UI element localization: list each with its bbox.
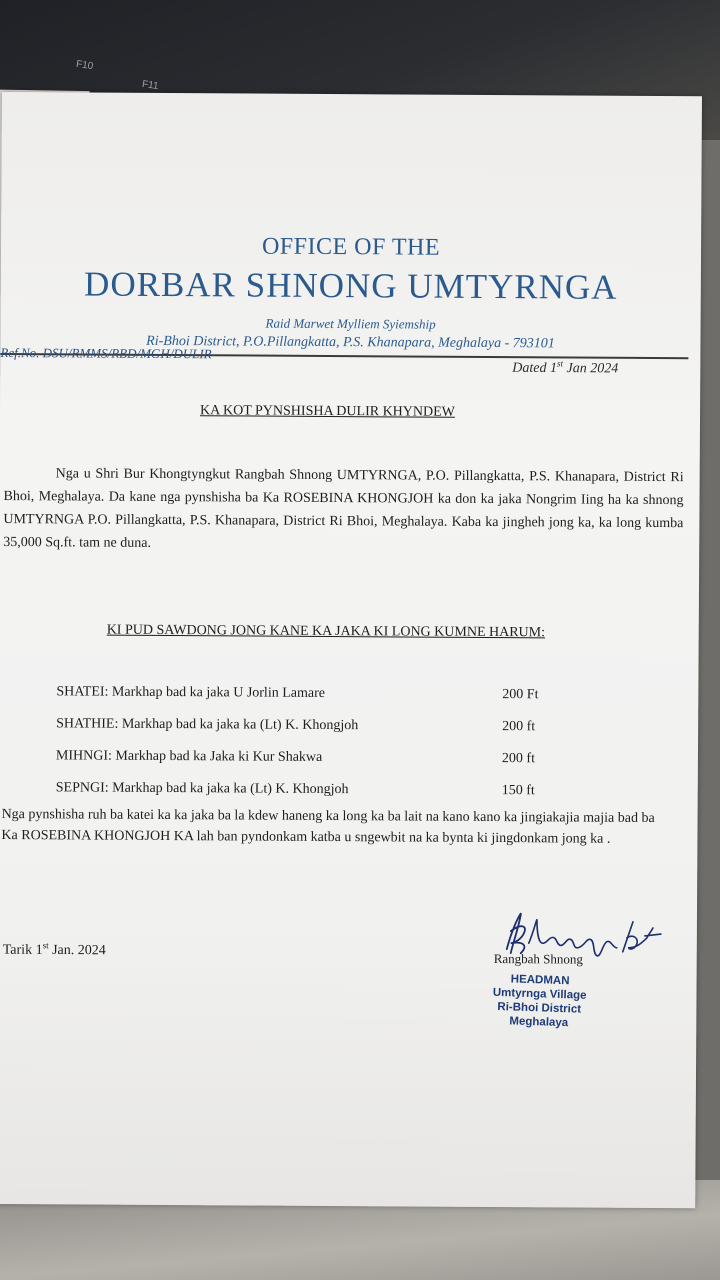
letterhead-office: OFFICE OF THE [261, 233, 441, 261]
signatory-designation: Rangbah Shnong [493, 951, 583, 967]
document-sheet [0, 92, 702, 1208]
date-sup: st [42, 940, 49, 951]
body-paragraph [3, 462, 684, 558]
boundary-length: 200 Ft [502, 687, 539, 703]
boundary-length: 200 ft [501, 751, 536, 767]
letterhead [1, 232, 701, 352]
dated-sup: st [557, 358, 564, 369]
boundary-row [55, 780, 556, 799]
letterhead-address: Ri-Bhoi District, P.O.Pillangkatta, P.S. Khanapara, Meghalaya - 793101 [146, 333, 555, 352]
boundary-label: SEPNGI: Markhap bad ka jaka ka (Lt) K. Khongjoh [55, 780, 349, 798]
letterhead-subtitle: Raid Marwet Mylliem Syiemship [265, 315, 436, 332]
keyboard-key-label: F10 [75, 58, 94, 73]
boundary-length: 150 ft [501, 783, 535, 799]
keyboard-key-label: F11 [141, 78, 160, 93]
boundary-row [56, 684, 556, 703]
dated-suffix: Jan 2024 [563, 361, 619, 377]
boundaries-heading: KI PUD SAWDONG JONG KANE KA JAKA KI LONG KUMNE HARUM: [106, 622, 546, 641]
dated-prefix: Dated 1 [512, 360, 558, 377]
stamp-line: Umtyrnga Village [492, 986, 587, 1002]
boundary-label: SHATEI: Markhap bad ka jaka U Jorlin Lamare [56, 684, 326, 701]
reference-number: Ref.No. DSU/RMMS/RBD/MGH/DULIR- [0, 344, 217, 362]
headman-stamp [474, 971, 606, 1031]
dated [512, 358, 618, 377]
boundary-label: SHATHIE: Markhap bad ka jaka ka (Lt) K. Khongjoh [56, 716, 359, 734]
boundary-length: 200 ft [502, 719, 536, 735]
body-paragraph-text: Nga u Shri Bur Khongtyngkut Rangbah Shnong UMTYRNGA, P.O. Pillangkatta, P.S. Khanapara, District Ri Bhoi, Meghalaya. Da kane nga pynshisha ba Ka ROSEBINA KHONGJOH ka don ka jaka Nongrim Iing ha ka shnong UMTYRNGA P.O. Pillangkatta, P.S. Khanapara, District Ri Bhoi, Meghalaya. Kaba ka jingheh jong ka, ka long kumba 35,000 Sq.ft. tam ne duna. [3, 466, 684, 551]
date-line [3, 940, 106, 959]
stamp-line: HEADMAN [510, 973, 570, 988]
boundary-row [56, 716, 556, 735]
closing-paragraph: Nga pynshisha ruh ba katei ka ka jaka ba la kdew haneng ka long ka ba lait na kano kano ka jingiakajia majia bad ba Ka ROSEBINA KHONGJOH KA lah ban pyndonkam katba u sngewbit na ka bynta ki jingdonkam jong ka . [1, 807, 655, 847]
date-prefix: Tarik 1 [2, 942, 43, 958]
document-title: KA KOT PYNSHISHA DULIR KHYNDEW [200, 403, 455, 420]
boundary-label: MIHNGI: Markhap bad ka Jaka ki Kur Shakwa [55, 748, 323, 765]
letterhead-name: DORBAR SHNONG UMTYRNGA [83, 264, 618, 307]
date-suffix: Jan. 2024 [48, 942, 106, 959]
stamp-line: Ri-Bhoi District [497, 1000, 582, 1016]
stamp-line: Meghalaya [509, 1015, 569, 1030]
boundary-row [55, 748, 556, 767]
